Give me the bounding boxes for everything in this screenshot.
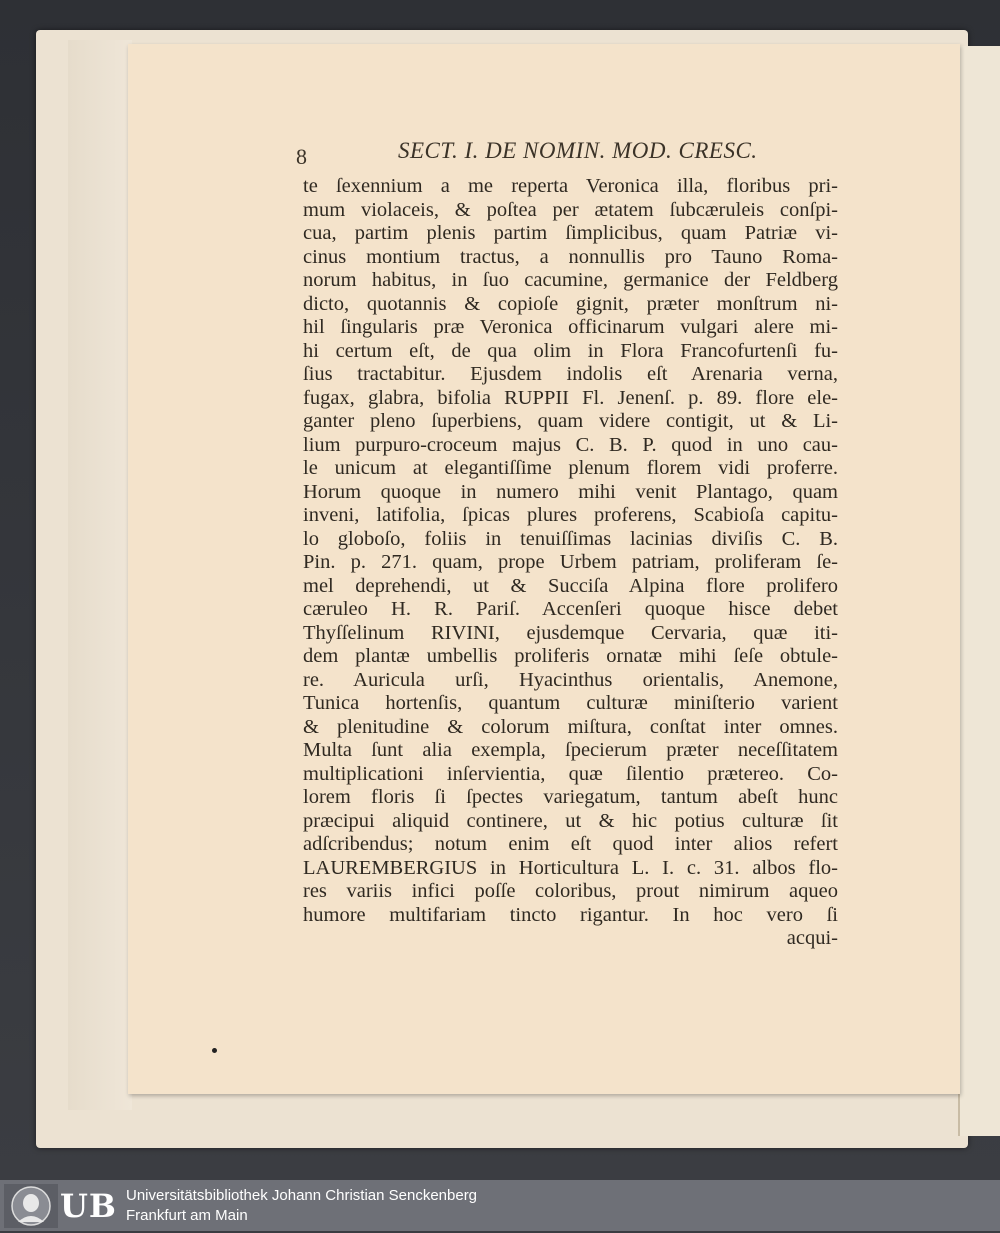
page-left-margin (68, 40, 132, 1110)
body-text (303, 175, 838, 951)
institution-name (126, 1186, 477, 1226)
text-line: LAUREMBERGIUS in Horticultura L. I. c. 31. albos flo- (303, 856, 838, 879)
text-line: lo globoſo, foliis in tenuiſſimas lacinias diviſis C. B. (303, 527, 838, 550)
text-line: te ſexennium a me reperta Veronica illa, floribus pri- (303, 175, 838, 197)
logo-ub-text: UB (60, 1187, 117, 1225)
text-line: cæruleo H. R. Pariſ. Accenſeri quoque hisce debet (303, 598, 838, 620)
text-line: fugax, glabra, bifolia RUPPII Fl. Jenenſ. p. 89. flore ele- (303, 386, 838, 409)
next-page-edge (958, 46, 1000, 1136)
text-line: hi certum eſt, de qua olim in Flora Francofurtenſi fu- (303, 339, 838, 362)
text-line: hil ſingularis præ Veronica officinarum vulgari alere mi- (303, 316, 838, 338)
text-line: le unicum at elegantiſſime plenum florem vidi proferre. (303, 457, 838, 479)
text-line: cinus montium tractus, a nonnullis pro Tauno Roma- (303, 245, 838, 268)
text-line: dicto, quotannis & copioſe gignit, præter monſtrum ni- (303, 292, 838, 315)
text-line: res variis infici poſſe coloribus, prout nimirum aqueo (303, 880, 838, 902)
text-line: lium purpuro-croceum majus C. B. P. quod in uno cau- (303, 433, 838, 456)
text-line: ſius tractabitur. Ejusdem indolis eſt Arenaria verna, (303, 363, 838, 385)
text-line: Horum quoque in numero mihi venit Plantago, quam (303, 480, 838, 503)
text-line: Tunica hortenſis, quantum culturæ miniſterio varient (303, 692, 838, 714)
text-line: Thyſſelinum RIVINI, ejusdemque Cervaria, quæ iti- (303, 621, 838, 644)
text-line: ganter pleno ſuperbiens, quam videre contigit, ut & Li- (303, 410, 838, 432)
institution-line-1: Universitätsbibliothek Johann Christian Senckenberg (126, 1187, 478, 1204)
library-logo[interactable] (4, 1184, 116, 1228)
page-header (296, 138, 856, 178)
text-line: cua, partim plenis partim ſimplicibus, quam Patriæ vi- (303, 222, 838, 244)
text-line: Multa ſunt alia exempla, ſpecierum præter neceſſitatem (303, 739, 838, 761)
text-line: præcipui aliquid continere, ut & hic potius culturæ ſit (303, 809, 838, 832)
ink-spot (212, 1048, 217, 1053)
page-number: 8 (296, 144, 307, 169)
text-line: norum habitus, in ſuo cacumine, germanice der Feldberg (303, 269, 838, 291)
text-line: dem plantæ umbellis proliferis ornatæ mihi ſeſe obtule- (303, 645, 838, 667)
text-line: adſcribendus; notum enim eſt quod inter alios refert (303, 833, 838, 855)
text-line: Pin. p. 271. quam, prope Urbem patriam, proliferam ſe- (303, 551, 838, 573)
text-line: re. Auricula urſi, Hyacinthus orientalis, Anemone, (303, 668, 838, 691)
text-line: acqui- (786, 927, 838, 949)
portrait-seal-icon (4, 1184, 58, 1228)
text-line: lorem floris ſi ſpectes variegatum, tantum abeſt hunc (303, 786, 838, 808)
text-line: multiplicationi inſervientia, quæ ſilentio prætereo. Co- (303, 762, 838, 785)
text-line: & plenitudine & colorum miſtura, conſtat inter omnes. (303, 715, 838, 738)
text-line: mum violaceis, & poſtea per ætatem ſubcæruleis conſpi- (303, 198, 838, 221)
text-line: mel deprehendi, ut & Succiſa Alpina flore prolifero (303, 574, 838, 597)
running-head: SECT. I. DE NOMIN. MOD. CRESC. (398, 138, 758, 163)
text-line: humore multifariam tincto rigantur. In hoc vero ſi (303, 903, 838, 926)
text-line: inveni, latifolia, ſpicas plures proferens, Scabioſa capitu- (303, 504, 838, 526)
footer-bar (0, 1180, 1000, 1231)
institution-line-2: Frankfurt am Main (126, 1207, 248, 1224)
